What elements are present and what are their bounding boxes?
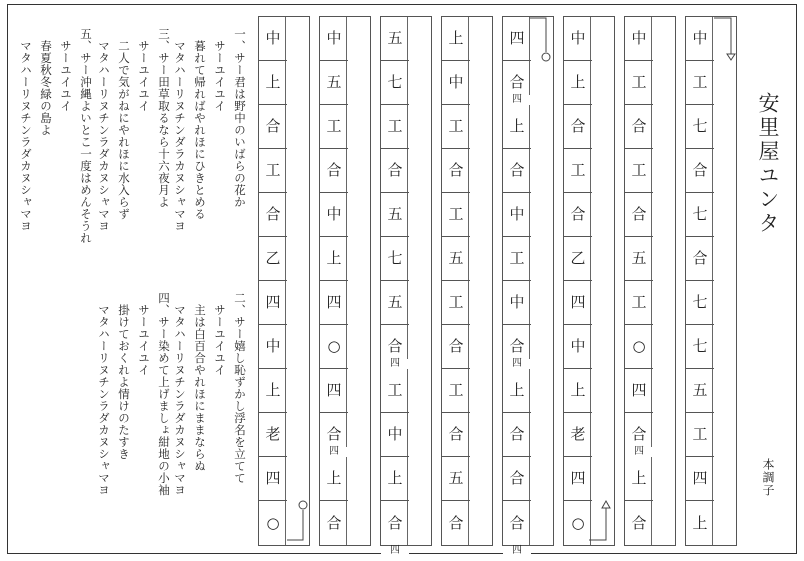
tab-cell: 四 <box>503 17 531 61</box>
tab-cell: 中 <box>686 17 714 61</box>
tab-cell: 工 <box>442 193 470 237</box>
tab-cell: 五 <box>442 237 470 281</box>
verse-line: 春夏秋冬緑の島よ <box>39 40 53 136</box>
tab-cell: 工 <box>381 105 409 149</box>
verse-2 <box>170 292 250 522</box>
verse-line: マタハーリヌチンラダカヌシャマヨ <box>97 40 111 232</box>
tab-column-strip <box>285 17 309 545</box>
tab-cell: 五 <box>381 193 409 237</box>
tab-cell: 合 <box>625 413 653 457</box>
tab-column-strip <box>651 17 675 545</box>
verse-line: マタハーリヌチンラダカヌシャマヨ <box>19 40 33 232</box>
tab-cell: 四 <box>564 281 592 325</box>
tab-cell: ○ <box>571 513 585 532</box>
tab-cell: 上 <box>625 457 653 501</box>
verse-line: 主は白百合やれほにままならぬ <box>193 304 207 472</box>
verse-line: 二人で気がねにやれほに水入らず <box>117 40 131 220</box>
tab-cell: 老 <box>259 413 287 457</box>
tab-cell: 上 <box>259 369 287 413</box>
tab-cell: 合 <box>509 513 525 532</box>
tab-cell: 工 <box>442 281 470 325</box>
tab-cell: 上 <box>320 237 348 281</box>
tab-cell: 五 <box>686 369 714 413</box>
tab-column-4 <box>502 16 554 556</box>
tab-cell: 乙 <box>259 237 287 281</box>
tab-cell: 上 <box>320 457 348 501</box>
tab-cell: 合 <box>442 149 470 193</box>
tab-cell: 上 <box>381 457 409 501</box>
tab-cell: 中 <box>625 17 653 61</box>
tab-cell: 中 <box>259 17 287 61</box>
tab-cell: 合 <box>625 193 653 237</box>
tab-cell: 四 <box>686 457 714 501</box>
tab-cell: 合 <box>564 105 592 149</box>
tab-column-strip <box>407 17 431 545</box>
tab-cell: 合 <box>448 513 464 532</box>
tab-cell: 七 <box>686 281 714 325</box>
verse-4 <box>94 292 174 522</box>
tab-cell: 合 <box>503 149 531 193</box>
tab-cell: 工 <box>442 369 470 413</box>
tuning-label: 本調子 <box>761 458 775 497</box>
tab-cell: 中 <box>564 17 592 61</box>
tab-column-strip <box>529 17 553 545</box>
verse-line: 四、サー染めて上げましょ紺地の小袖 <box>157 292 171 496</box>
tab-cell: ○ <box>320 325 348 369</box>
tab-column-8 <box>258 16 310 546</box>
tab-cell: 合 <box>503 413 531 457</box>
tab-column-strip <box>712 17 736 545</box>
tab-cell: ○ <box>625 325 653 369</box>
verse-line: マタハーリヌチンラダカヌシャマヨ <box>97 304 111 496</box>
tab-column-5 <box>441 16 493 546</box>
tab-cell: 五 <box>381 281 409 325</box>
tab-cell: 上 <box>503 369 531 413</box>
tab-cell: 五 <box>320 61 348 105</box>
verse-5 <box>16 28 96 278</box>
tab-cell: 上 <box>564 61 592 105</box>
tab-cell: 工 <box>686 61 714 105</box>
tab-cell: 五 <box>442 457 470 501</box>
tab-cell: 工 <box>564 149 592 193</box>
tab-cell: 合 <box>564 193 592 237</box>
tab-column-1 <box>685 16 737 546</box>
tab-cell: 五 <box>381 17 409 61</box>
tab-cell: 合 <box>686 237 714 281</box>
tab-column-strip <box>468 17 492 545</box>
tab-column-strip <box>346 17 370 545</box>
tab-column-3 <box>563 16 615 546</box>
tab-cell: 老 <box>564 413 592 457</box>
tab-cell: 中 <box>259 325 287 369</box>
tab-cell: 合 <box>387 513 403 532</box>
tab-cell: 合 <box>320 149 348 193</box>
tab-cell: 中 <box>442 61 470 105</box>
tab-cell: 工 <box>381 369 409 413</box>
tab-cell: 合 <box>442 325 470 369</box>
tab-cell: 工 <box>320 105 348 149</box>
tab-cell: 七 <box>381 61 409 105</box>
tab-cell: 七 <box>686 325 714 369</box>
tab-cell: 工 <box>259 149 287 193</box>
verse-line: 五、サー沖縄よいとこ一度はめんそうれ <box>79 28 93 244</box>
tab-sub-note: 四 <box>503 95 531 105</box>
tab-sub-note: 四 <box>320 447 348 457</box>
tab-cell: 中 <box>381 413 409 457</box>
tab-sub-note: 四 <box>381 359 409 369</box>
tab-cell: 七 <box>381 237 409 281</box>
tab-cell: 工 <box>442 105 470 149</box>
verse-line: 三、サー田草取るなら十六夜月よ <box>157 28 171 208</box>
tab-cell: 工 <box>503 237 531 281</box>
verse-line: 二、サー嬉し恥ずかし浮名を立てて <box>233 292 247 484</box>
tab-cell: 上 <box>442 17 470 61</box>
tab-cell: 五 <box>625 237 653 281</box>
tab-cell: 四 <box>259 281 287 325</box>
tab-cell: 四 <box>564 457 592 501</box>
tab-cell: 合 <box>381 325 409 369</box>
tab-cell: 合 <box>326 513 342 532</box>
tab-cell: 合 <box>442 413 470 457</box>
verse-line: マタハーリヌチンラダカヌシャマヨ <box>173 304 187 496</box>
verse-line: マタハーリヌチンダラカヌシャマヨ <box>173 40 187 232</box>
tab-column-7 <box>319 16 371 546</box>
song-title: 安里屋ユンタ <box>756 92 780 236</box>
verse-1 <box>170 28 250 258</box>
verse-line: サーユイユイ <box>137 304 151 376</box>
tab-cell: 中 <box>503 193 531 237</box>
tab-cell: 上 <box>692 513 708 532</box>
tab-cell: 中 <box>320 193 348 237</box>
tab-cell: 上 <box>259 61 287 105</box>
tab-sub-note: 四 <box>503 546 531 556</box>
tab-cell: 合 <box>503 325 531 369</box>
tab-cell: 工 <box>625 281 653 325</box>
tab-cell: 合 <box>503 457 531 501</box>
tab-cell: 合 <box>320 413 348 457</box>
tab-cell: 合 <box>259 105 287 149</box>
tab-sub-note: 四 <box>625 447 653 457</box>
tab-cell: 四 <box>320 281 348 325</box>
verse-line: 掛けておくれよ情けのたすき <box>117 304 131 460</box>
tab-cell: 四 <box>625 369 653 413</box>
verse-line: サーユイユイ <box>137 40 151 112</box>
verse-line: サーユイユイ <box>213 40 227 112</box>
tab-column-strip <box>590 17 614 545</box>
verse-line: 一、サー君は野中のいばらの花か <box>233 28 247 208</box>
tab-cell: 乙 <box>564 237 592 281</box>
tab-cell: 中 <box>503 281 531 325</box>
tab-cell: 七 <box>686 105 714 149</box>
verse-line: 暮れて帰ればやれほにひきとめる <box>193 40 207 220</box>
verse-3 <box>94 28 174 258</box>
tab-column-6 <box>380 16 432 556</box>
verse-line: サーユイユイ <box>59 40 73 112</box>
tab-cell: 合 <box>503 61 531 105</box>
tab-sub-note: 四 <box>503 359 531 369</box>
tab-cell: ○ <box>266 513 280 532</box>
tab-cell: 四 <box>320 369 348 413</box>
tab-cell: 中 <box>564 325 592 369</box>
tab-cell: 上 <box>564 369 592 413</box>
tab-sub-note: 四 <box>381 546 409 556</box>
tab-cell: 工 <box>625 149 653 193</box>
tab-cell: 七 <box>686 193 714 237</box>
tab-cell: 合 <box>625 105 653 149</box>
tab-cell: 上 <box>503 105 531 149</box>
tab-cell: 合 <box>381 149 409 193</box>
tab-cell: 四 <box>259 457 287 501</box>
tab-cell: 中 <box>320 17 348 61</box>
tab-cell: 工 <box>625 61 653 105</box>
tab-cell: 工 <box>686 413 714 457</box>
tab-cell: 合 <box>686 149 714 193</box>
verse-line: サーユイユイ <box>213 304 227 376</box>
tab-cell: 合 <box>631 513 647 532</box>
tab-column-2 <box>624 16 676 546</box>
tab-cell: 合 <box>259 193 287 237</box>
